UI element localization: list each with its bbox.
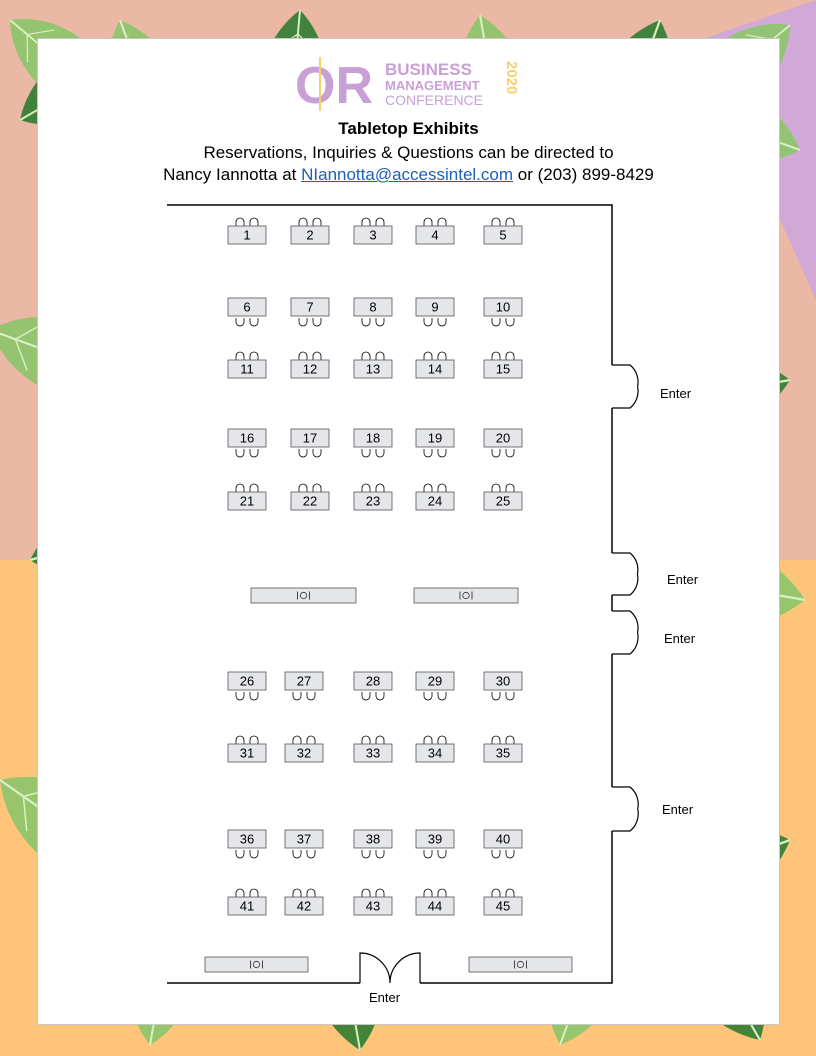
entrance-door[interactable]: [612, 553, 699, 595]
table-number: 43: [365, 898, 381, 914]
exhibit-table[interactable]: [228, 429, 266, 457]
chair-icon: [250, 889, 258, 897]
exhibit-table[interactable]: [291, 429, 329, 457]
buffet-table: [251, 588, 356, 603]
exhibit-table[interactable]: [291, 298, 329, 326]
chair-icon: [362, 218, 370, 226]
exhibit-table[interactable]: [484, 298, 522, 326]
exhibit-table[interactable]: [484, 218, 522, 244]
chair-icon: [236, 736, 244, 744]
chair-icon: [492, 218, 500, 226]
exhibit-table[interactable]: [354, 889, 392, 915]
contact-line: Reservations, Inquiries & Questions can be directed to: [203, 143, 614, 162]
table-number: 14: [427, 361, 443, 377]
chair-icon: [438, 850, 446, 858]
chair-icon: [250, 850, 258, 858]
entrance-door[interactable]: [612, 365, 692, 408]
chair-icon: [438, 449, 446, 457]
exhibit-table[interactable]: [484, 352, 522, 378]
table-number: 5: [499, 227, 507, 243]
logo-line1: BUSINESS: [385, 60, 472, 79]
exhibit-table[interactable]: [416, 672, 454, 700]
chair-icon: [236, 692, 244, 700]
chair-icon: [492, 736, 500, 744]
exhibit-table[interactable]: [228, 298, 266, 326]
table-number: 25: [495, 493, 511, 509]
exhibit-table[interactable]: [484, 830, 522, 858]
chair-icon: [299, 218, 307, 226]
chair-icon: [506, 449, 514, 457]
chair-icon: [362, 318, 370, 326]
table-number: 22: [302, 493, 318, 509]
chair-icon: [424, 850, 432, 858]
table-number: 28: [365, 673, 381, 689]
entrance-label: Enter: [369, 990, 401, 1005]
chair-icon: [438, 352, 446, 360]
chair-icon: [424, 736, 432, 744]
chair-icon: [313, 484, 321, 492]
entrance-label: Enter: [660, 386, 692, 401]
chair-icon: [506, 218, 514, 226]
table-number: 30: [495, 673, 511, 689]
entrance-door[interactable]: [360, 953, 420, 1005]
chair-icon: [299, 484, 307, 492]
chair-icon: [424, 692, 432, 700]
contact-phone: or (203) 899-8429: [513, 165, 654, 184]
chair-icon: [313, 352, 321, 360]
entrance-label: Enter: [667, 572, 699, 587]
exhibit-tables: [228, 218, 522, 915]
exhibit-table[interactable]: [416, 352, 454, 378]
exhibit-table[interactable]: [285, 830, 323, 858]
table-number: 16: [239, 430, 255, 446]
chair-icon: [250, 218, 258, 226]
table-number: 12: [302, 361, 318, 377]
entrance-door[interactable]: [612, 787, 694, 831]
chair-icon: [376, 318, 384, 326]
exhibit-table[interactable]: [416, 298, 454, 326]
table-number: 1: [243, 227, 251, 243]
chair-icon: [376, 736, 384, 744]
chair-icon: [362, 889, 370, 897]
table-number: 11: [240, 361, 254, 377]
exhibit-table[interactable]: [484, 889, 522, 915]
table-number: 13: [365, 361, 381, 377]
table-number: 21: [239, 493, 255, 509]
chair-icon: [506, 889, 514, 897]
chair-icon: [506, 484, 514, 492]
chair-icon: [424, 218, 432, 226]
chair-icon: [438, 484, 446, 492]
chair-icon: [424, 449, 432, 457]
door-swing: [612, 611, 638, 654]
table-number: 15: [495, 361, 511, 377]
chair-icon: [299, 352, 307, 360]
chair-icon: [376, 484, 384, 492]
chair-icon: [293, 889, 301, 897]
chair-icon: [438, 736, 446, 744]
buffet-table-top: [251, 588, 356, 603]
chair-icon: [492, 449, 500, 457]
chair-icon: [376, 218, 384, 226]
table-number: 44: [427, 898, 443, 914]
logo-line3: CONFERENCE: [385, 92, 484, 108]
chair-icon: [376, 449, 384, 457]
table-number: 19: [427, 430, 443, 446]
chair-icon: [293, 736, 301, 744]
room-outline: [167, 205, 612, 983]
door-swing: [612, 365, 638, 408]
chair-icon: [250, 692, 258, 700]
chair-icon: [293, 850, 301, 858]
table-number: 4: [431, 227, 439, 243]
chair-icon: [362, 352, 370, 360]
chair-icon: [362, 736, 370, 744]
table-number: 17: [302, 430, 318, 446]
exhibit-table[interactable]: [416, 429, 454, 457]
chair-icon: [293, 692, 301, 700]
chair-icon: [492, 318, 500, 326]
exhibit-table[interactable]: [228, 218, 266, 244]
chair-icon: [236, 449, 244, 457]
exhibit-table[interactable]: [484, 429, 522, 457]
chair-icon: [376, 692, 384, 700]
exhibit-table[interactable]: [354, 736, 392, 762]
exhibit-table[interactable]: [416, 484, 454, 510]
buffet-table-top: [205, 957, 308, 972]
table-number: 37: [296, 831, 312, 847]
table-number: 3: [369, 227, 377, 243]
exhibit-table[interactable]: [416, 218, 454, 244]
chair-icon: [307, 850, 315, 858]
table-number: 8: [369, 299, 377, 315]
chair-icon: [492, 889, 500, 897]
exhibit-table[interactable]: [228, 352, 266, 378]
exhibit-table[interactable]: [285, 672, 323, 700]
chair-icon: [362, 484, 370, 492]
table-number: 42: [296, 898, 312, 914]
exhibit-table[interactable]: [285, 736, 323, 762]
table-number: 24: [427, 493, 443, 509]
chair-icon: [307, 736, 315, 744]
chair-icon: [313, 318, 321, 326]
buffet-table: [469, 957, 572, 972]
table-number: 26: [239, 673, 255, 689]
table-number: 20: [495, 430, 511, 446]
entrance-label: Enter: [662, 802, 694, 817]
chair-icon: [250, 352, 258, 360]
exhibit-table[interactable]: [285, 889, 323, 915]
table-number: 35: [495, 745, 511, 761]
buffet-table-top: [414, 588, 518, 603]
exhibit-table[interactable]: [416, 830, 454, 858]
buffet-table-top: [469, 957, 572, 972]
exhibit-table[interactable]: [291, 484, 329, 510]
table-number: 45: [495, 898, 511, 914]
table-number: 9: [431, 299, 439, 315]
contact-name: Nancy Iannotta at: [163, 165, 302, 184]
table-number: 18: [365, 430, 381, 446]
chair-icon: [506, 736, 514, 744]
table-number: 32: [296, 745, 312, 761]
chair-icon: [438, 318, 446, 326]
chair-icon: [424, 889, 432, 897]
chair-icon: [313, 449, 321, 457]
door-swing: [612, 553, 638, 595]
chair-icon: [506, 352, 514, 360]
exhibit-table[interactable]: [354, 218, 392, 244]
chair-icon: [362, 449, 370, 457]
exhibit-table[interactable]: [416, 736, 454, 762]
chair-icon: [250, 736, 258, 744]
chair-icon: [236, 218, 244, 226]
page-title: Tabletop Exhibits: [338, 119, 479, 138]
chair-icon: [376, 889, 384, 897]
chair-icon: [299, 318, 307, 326]
chair-icon: [376, 352, 384, 360]
email-link[interactable]: NIannotta@accessintel.com: [301, 165, 514, 184]
entrance-door[interactable]: [612, 611, 696, 654]
table-number: 10: [495, 299, 511, 315]
exhibit-table[interactable]: [354, 429, 392, 457]
table-number: 27: [296, 673, 312, 689]
chair-icon: [362, 692, 370, 700]
chair-icon: [492, 692, 500, 700]
chair-icon: [376, 850, 384, 858]
chair-icon: [236, 318, 244, 326]
chair-icon: [506, 692, 514, 700]
chair-icon: [250, 484, 258, 492]
logo-monogram: OR: [295, 57, 373, 113]
chair-icon: [236, 889, 244, 897]
table-number: 34: [427, 745, 443, 761]
table-number: 33: [365, 745, 381, 761]
chair-icon: [236, 484, 244, 492]
buffet-table: [205, 957, 308, 972]
entrances: [360, 365, 699, 1005]
exhibit-table[interactable]: [291, 218, 329, 244]
exhibit-table[interactable]: [228, 889, 266, 915]
exhibit-table[interactable]: [416, 889, 454, 915]
door-swing: [360, 953, 420, 983]
chair-icon: [438, 692, 446, 700]
chair-icon: [506, 850, 514, 858]
table-number: 29: [427, 673, 443, 689]
exhibit-table[interactable]: [291, 352, 329, 378]
chair-icon: [506, 318, 514, 326]
chair-icon: [492, 484, 500, 492]
table-number: 41: [239, 898, 255, 914]
entrance-label: Enter: [664, 631, 696, 646]
chair-icon: [250, 318, 258, 326]
table-number: 39: [427, 831, 443, 847]
exhibit-table[interactable]: [228, 672, 266, 700]
buffet-table: [414, 588, 518, 603]
exhibit-table[interactable]: [484, 672, 522, 700]
chair-icon: [424, 484, 432, 492]
chair-icon: [299, 449, 307, 457]
chair-icon: [424, 318, 432, 326]
logo-line2: MANAGEMENT: [385, 78, 480, 93]
table-number: 40: [495, 831, 511, 847]
chair-icon: [313, 218, 321, 226]
logo-year: 2020: [503, 61, 520, 95]
table-number: 31: [239, 745, 255, 761]
chair-icon: [362, 850, 370, 858]
exhibit-table[interactable]: [354, 298, 392, 326]
chair-icon: [307, 692, 315, 700]
table-number: 6: [243, 299, 251, 315]
chair-icon: [438, 889, 446, 897]
table-number: 7: [306, 299, 314, 315]
chair-icon: [492, 850, 500, 858]
exhibit-table[interactable]: [354, 830, 392, 858]
exhibit-table[interactable]: [228, 736, 266, 762]
exhibit-table[interactable]: [354, 352, 392, 378]
door-swing: [612, 787, 638, 831]
chair-icon: [438, 218, 446, 226]
table-number: 2: [306, 227, 314, 243]
exhibit-table[interactable]: [354, 672, 392, 700]
chair-icon: [424, 352, 432, 360]
chair-icon: [250, 449, 258, 457]
exhibit-table[interactable]: [354, 484, 392, 510]
chair-icon: [236, 352, 244, 360]
table-number: 23: [365, 493, 381, 509]
chair-icon: [236, 850, 244, 858]
exhibit-table[interactable]: [484, 484, 522, 510]
chair-icon: [307, 889, 315, 897]
exhibit-table[interactable]: [484, 736, 522, 762]
chair-icon: [492, 352, 500, 360]
exhibit-table[interactable]: [228, 830, 266, 858]
table-number: 36: [239, 831, 255, 847]
table-number: 38: [365, 831, 381, 847]
exhibit-table[interactable]: [228, 484, 266, 510]
